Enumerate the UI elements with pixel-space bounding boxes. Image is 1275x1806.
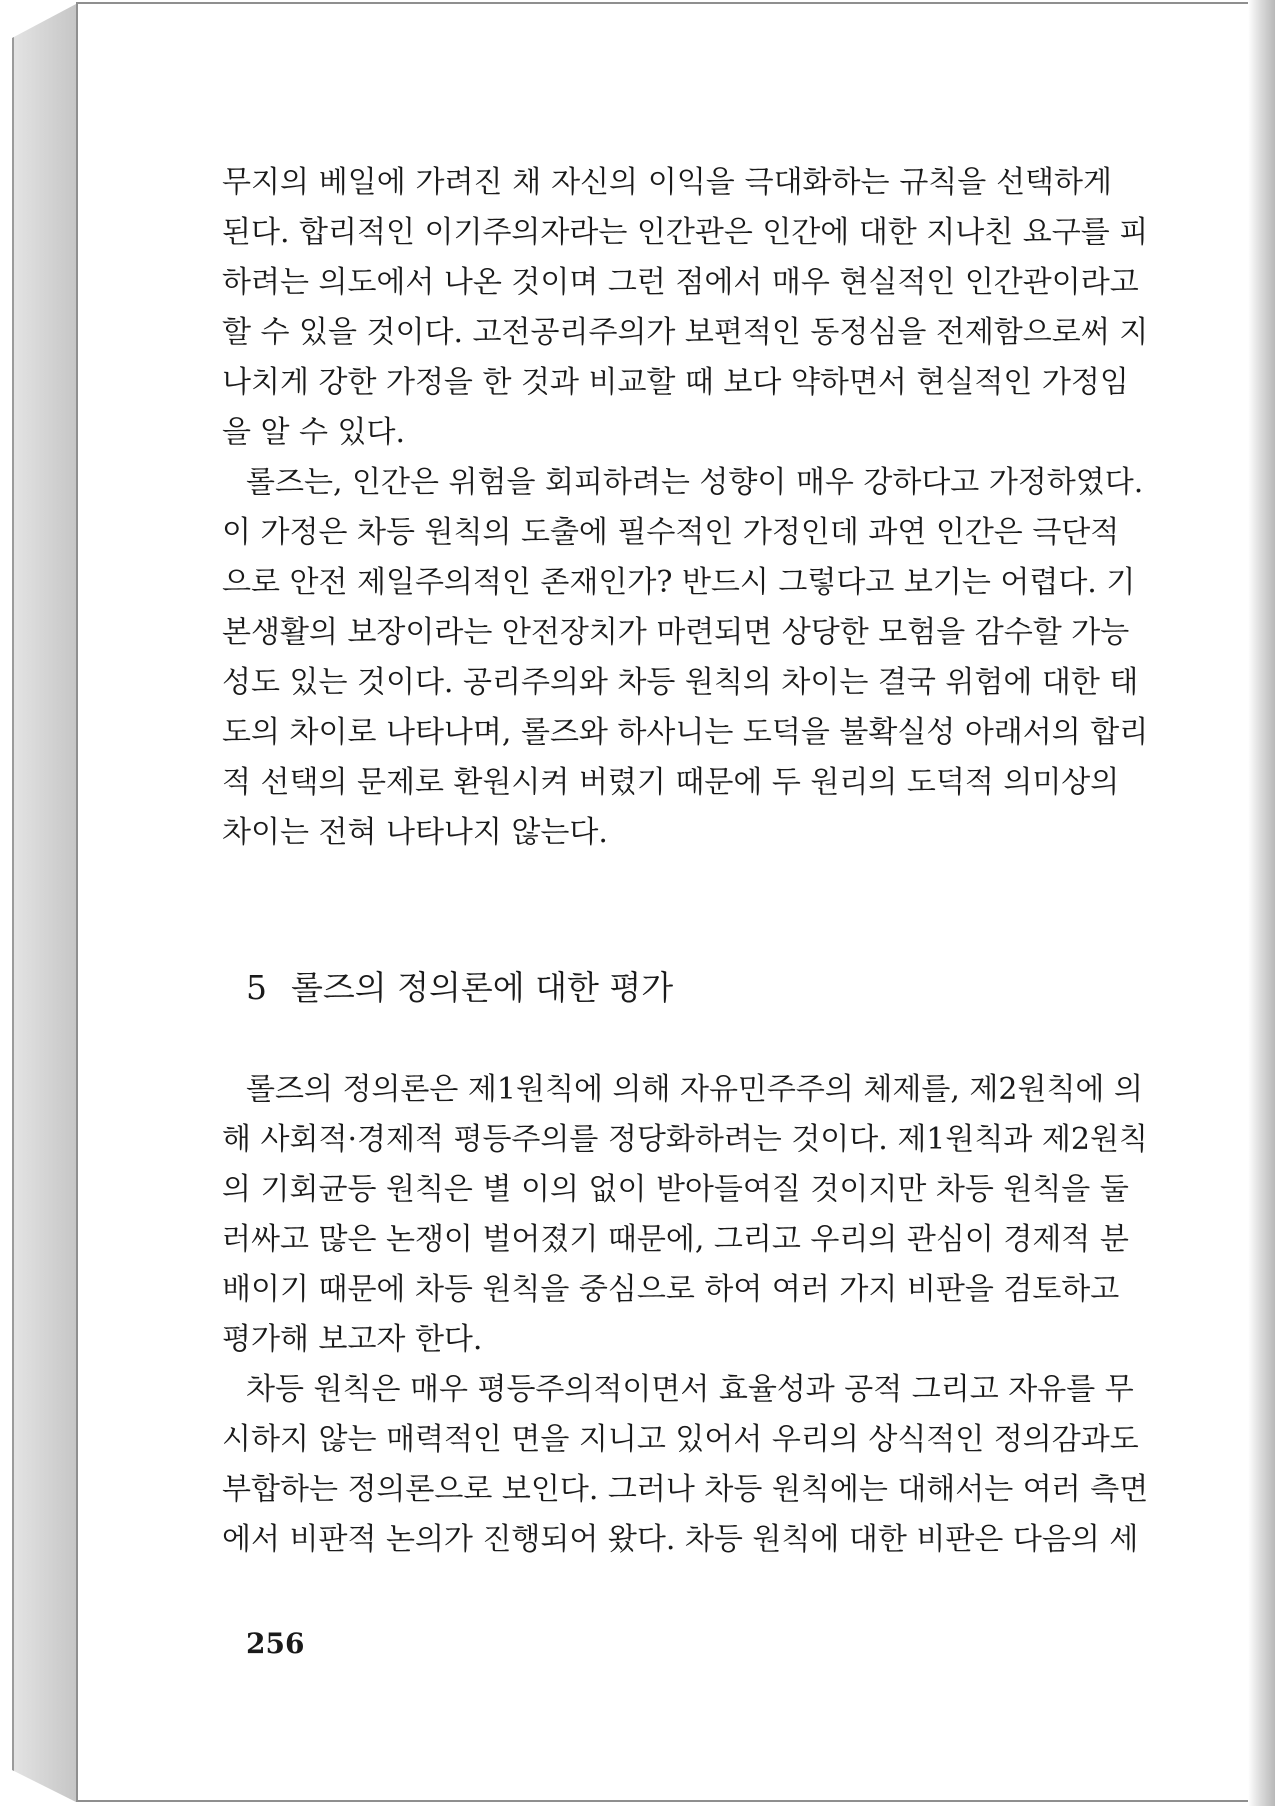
page-number: 256 [246, 1627, 305, 1660]
text-line: 해 사회적·경제적 평등주의를 정당화하려는 것이다. 제1원칙과 제2원칙 [222, 1122, 1148, 1157]
text-line: 도의 차이로 나타나며, 롤즈와 하사니는 도덕을 불확실성 아래서의 합리 [222, 715, 1149, 750]
text-line: 롤즈는, 인간은 위험을 회피하려는 성향이 매우 강하다고 가정하였다. [246, 465, 1144, 500]
text-line: 성도 있는 것이다. 공리주의와 차등 원칙의 차이는 결국 위험에 대한 태 [222, 665, 1139, 700]
section-heading [246, 962, 673, 1009]
text-line: 시하지 않는 매력적인 면을 지니고 있어서 우리의 상식적인 정의감과도 [222, 1422, 1139, 1457]
text-line: 롤즈의 정의론은 제1원칙에 의해 자유민주주의 체제를, 제2원칙에 의 [246, 1072, 1143, 1107]
book-spine-edge [12, 4, 76, 1802]
text-line: 하려는 의도에서 나온 것이며 그런 점에서 매우 현실적인 인간관이라고 [222, 265, 1139, 300]
text-line: 이 가정은 차등 원칙의 도출에 필수적인 가정인데 과연 인간은 극단적 [222, 515, 1120, 550]
page-edge-shadow [1248, 0, 1275, 1806]
text-line: 무지의 베일에 가려진 채 자신의 이익을 극대화하는 규칙을 선택하게 [222, 165, 1112, 200]
body-text-lower [222, 1065, 1149, 1565]
paragraph-4 [222, 1365, 1149, 1565]
text-line: 에서 비판적 논의가 진행되어 왔다. 차등 원칙에 대한 비판은 다음의 세 [222, 1522, 1139, 1557]
text-line: 부합하는 정의론으로 보인다. 그러나 차등 원칙에는 대해서는 여러 측면 [222, 1472, 1149, 1507]
text-line: 적 선택의 문제로 환원시켜 버렸기 때문에 두 원리의 도덕적 의미상의 [222, 765, 1120, 800]
text-line: 된다. 합리적인 이기주의자라는 인간관은 인간에 대한 지나친 요구를 피 [222, 215, 1149, 250]
paragraph-2 [222, 458, 1149, 858]
text-line: 의 기회균등 원칙은 별 이의 없이 받아들여질 것이지만 차등 원칙을 둘 [222, 1172, 1129, 1207]
text-line: 할 수 있을 것이다. 고전공리주의가 보편적인 동정심을 전제함으로써 지 [222, 315, 1149, 350]
text-line: 배이기 때문에 차등 원칙을 중심으로 하여 여러 가지 비판을 검토하고 [222, 1272, 1120, 1307]
text-line: 을 알 수 있다. [222, 415, 406, 450]
text-line: 본생활의 보장이라는 안전장치가 마련되면 상당한 모험을 감수할 가능 [222, 615, 1130, 650]
section-number: 5 [246, 968, 267, 1007]
text-line: 평가해 보고자 한다. [222, 1322, 483, 1357]
text-line: 차이는 전혀 나타나지 않는다. [222, 815, 608, 850]
section-title: 롤즈의 정의론에 대한 평가 [291, 968, 674, 1007]
paragraph-1 [222, 158, 1149, 458]
paragraph-3 [222, 1065, 1148, 1365]
text-line: 러싸고 많은 논쟁이 벌어졌기 때문에, 그리고 우리의 관심이 경제적 분 [222, 1222, 1129, 1257]
text-line: 나치게 강한 가정을 한 것과 비교할 때 보다 약하면서 현실적인 가정임 [222, 365, 1129, 400]
body-text-upper [222, 158, 1149, 858]
text-line: 차등 원칙은 매우 평등주의적이면서 효율성과 공적 그리고 자유를 무 [246, 1372, 1134, 1407]
text-line: 으로 안전 제일주의적인 존재인가? 반드시 그렇다고 보기는 어렵다. 기 [222, 565, 1136, 600]
